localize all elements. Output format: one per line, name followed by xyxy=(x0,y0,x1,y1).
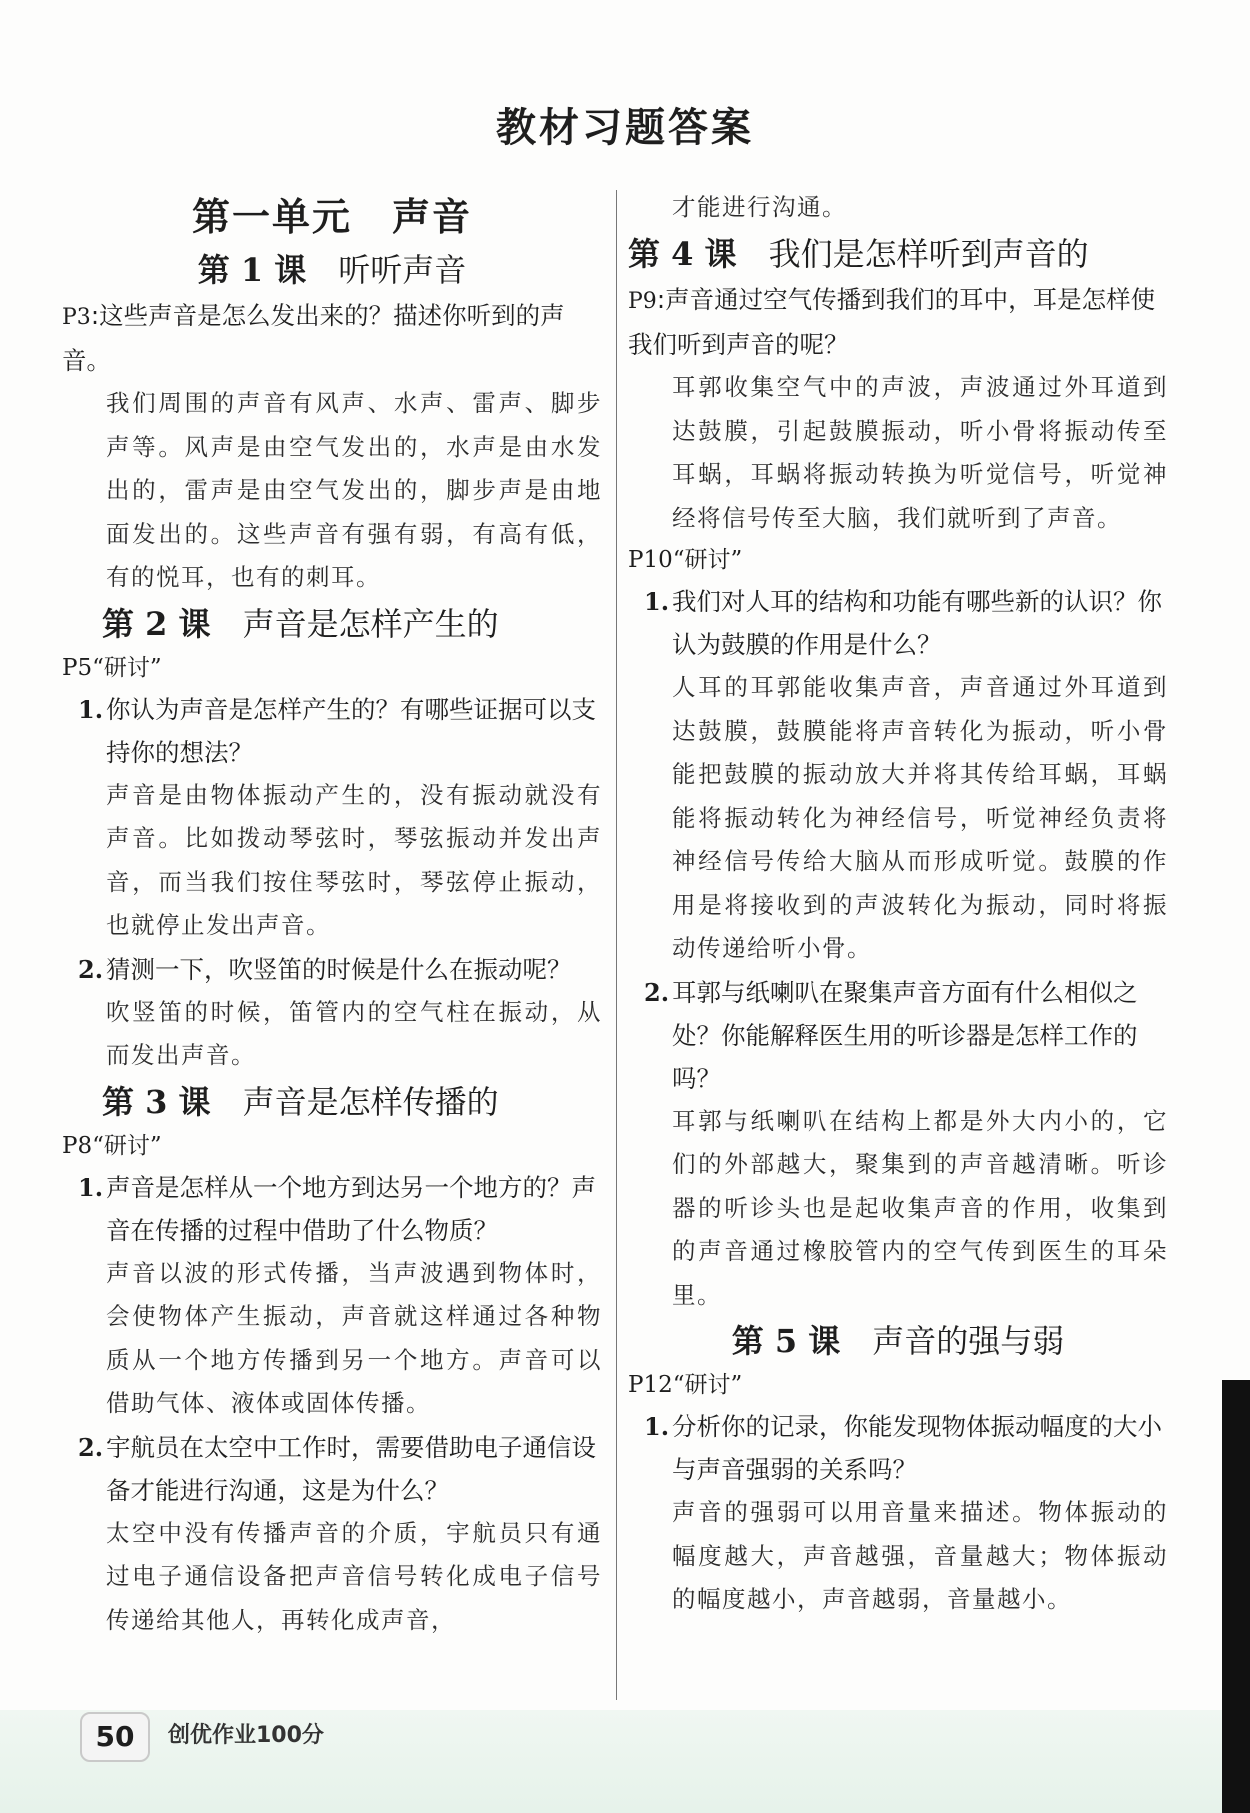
answer-l3q1: 声音以波的形式传播，当声波遇到物体时，会使物体产生振动，声音就这样通过各种物质从一个地方传播到另一个地方。声音可以借助气体、液体或固体传播。 xyxy=(106,1258,602,1417)
discussion-tag-p12: P12“研讨” xyxy=(628,1372,743,1398)
question-l2q2 xyxy=(62,948,602,991)
question-text: 分析你的记录，你能发现物体振动幅度的大小与声音强弱的关系吗？ xyxy=(672,1412,1162,1484)
question-l3q1 xyxy=(62,1166,602,1252)
question-text: :声音通过空气传播到我们的耳中，耳是怎样使我们听到声音的呢？ xyxy=(628,285,1156,359)
right-column xyxy=(628,190,1168,1622)
question-number: 2. xyxy=(644,977,670,1007)
left-column xyxy=(62,190,602,1642)
question-text: 你认为声音是怎样产生的？有哪些证据可以支持你的想法？ xyxy=(106,694,596,767)
question-p9 xyxy=(628,278,1168,366)
answer-l5q1: 声音的强弱可以用音量来描述。物体振动的幅度越大，声音越强，音量越大；物体振动的幅度越小，声音越弱，音量越小。 xyxy=(672,1498,1168,1613)
lesson-5-heading xyxy=(628,1317,1168,1365)
column-divider xyxy=(616,190,617,1700)
question-l4q1 xyxy=(628,580,1168,666)
question-l3q2 xyxy=(62,1426,602,1512)
lesson-4-heading xyxy=(628,230,1168,278)
question-number: 1. xyxy=(644,587,670,616)
question-number: 2. xyxy=(78,1432,104,1462)
question-number: 1. xyxy=(78,694,104,724)
page-ref: P9 xyxy=(628,289,657,314)
question-text: 声音是怎样从一个地方到达另一个地方的？声音在传播的过程中借助了什么物质？ xyxy=(106,1172,596,1245)
question-text: 猜测一下，吹竖笛的时候是什么在振动呢？ xyxy=(106,954,572,984)
answer-l2q2: 吹竖笛的时候，笛管内的空气柱在振动，从而发出声音。 xyxy=(106,997,602,1069)
lesson-name: 声音的强与弱 xyxy=(872,1322,1065,1360)
answer-p9: 耳郭收集空气中的声波，声波通过外耳道到达鼓膜，引起鼓膜振动，听小骨将振动传至耳蜗，耳蜗将振动转换为听觉信号，听觉神经将信号传至大脑，我们就听到了声音。 xyxy=(672,373,1168,532)
lesson-number: 第 5 课 xyxy=(731,1322,841,1360)
page-number: 50 xyxy=(80,1712,150,1762)
lesson-1-heading xyxy=(62,246,602,294)
lesson-name: 声音是怎样产生的 xyxy=(242,604,499,643)
question-number: 2. xyxy=(78,954,104,984)
answer-l3q2: 太空中没有传播声音的介质，宇航员只有通过电子通信设备把声音信号转化成电子信号传递给其他人，再转化成声音， xyxy=(106,1518,602,1634)
discussion-tag-p8: P8“研讨” xyxy=(62,1132,162,1159)
lesson-number: 第 4 课 xyxy=(628,235,737,273)
answer-l4q1: 人耳的耳郭能收集声音，声音通过外耳道到达鼓膜，鼓膜能将声音转化为振动，听小骨能把鼓膜的振动放大并将其传给耳蜗，耳蜗能将振动转化为神经信号，听觉神经负责将神经信号传给大脑从而形成听觉。鼓膜的作用是将接收到的声波转化为振动，同时将振动传递给听小骨。 xyxy=(672,673,1168,962)
lesson-name: 我们是怎样听到声音的 xyxy=(768,235,1089,273)
question-l2q1 xyxy=(62,688,602,774)
lesson-number: 第 2 课 xyxy=(102,604,211,643)
question-text: 我们对人耳的结构和功能有哪些新的认识？你认为鼓膜的作用是什么？ xyxy=(672,587,1162,659)
question-number: 1. xyxy=(644,1412,670,1441)
answer-l2q1: 声音是由物体振动产生的，没有振动就没有声音。比如拨动琴弦时，琴弦振动并发出声音，而当我们按住琴弦时，琴弦停止振动，也就停止发出声音。 xyxy=(106,780,602,939)
question-text: :这些声音是怎么发出来的？描述你听到的声音。 xyxy=(62,301,565,375)
question-p3 xyxy=(62,294,602,382)
question-l5q1 xyxy=(628,1405,1168,1491)
page-title: 教材习题答案 xyxy=(496,105,754,151)
footer-brand: 创优作业100分 xyxy=(168,1723,324,1748)
question-text: 耳郭与纸喇叭在聚集声音方面有什么相似之处？你能解释医生用的听诊器是怎样工作的吗？ xyxy=(672,977,1138,1093)
lesson-2-heading xyxy=(62,600,602,648)
lesson-number: 第 3 课 xyxy=(102,1082,211,1121)
question-text: 宇航员在太空中工作时，需要借助电子通信设备才能进行沟通，这是为什么？ xyxy=(106,1432,596,1505)
question-l4q2 xyxy=(628,971,1168,1100)
question-number: 1. xyxy=(78,1172,104,1202)
page-ref: P3 xyxy=(62,305,91,330)
lesson-name: 声音是怎样传播的 xyxy=(242,1082,499,1121)
answer-p3: 我们周围的声音有风声、水声、雷声、脚步声等。风声是由空气发出的，水声是由水发出的，雷声是由空气发出的，脚步声是由地面发出的。这些声音有强有弱，有高有低，有的悦耳，也有的刺耳。 xyxy=(106,389,602,591)
lesson-number: 第 1 课 xyxy=(197,251,307,289)
page-edge-shadow xyxy=(1222,1380,1250,1813)
lesson-3-heading xyxy=(62,1078,602,1126)
answer-continuation: 才能进行沟通。 xyxy=(672,193,847,221)
discussion-tag-p10: P10“研讨” xyxy=(628,547,743,573)
lesson-name: 听听声音 xyxy=(338,251,467,289)
answer-l4q2: 耳郭与纸喇叭在结构上都是外大内小的，它们的外部越大，聚集到的声音越清晰。听诊器的听诊头也是起收集声音的作用，收集到的声音通过橡胶管内的空气传到医生的耳朵里。 xyxy=(672,1106,1168,1309)
unit-heading: 第一单元 声音 xyxy=(191,195,472,239)
discussion-tag-p5: P5“研讨” xyxy=(62,654,162,681)
